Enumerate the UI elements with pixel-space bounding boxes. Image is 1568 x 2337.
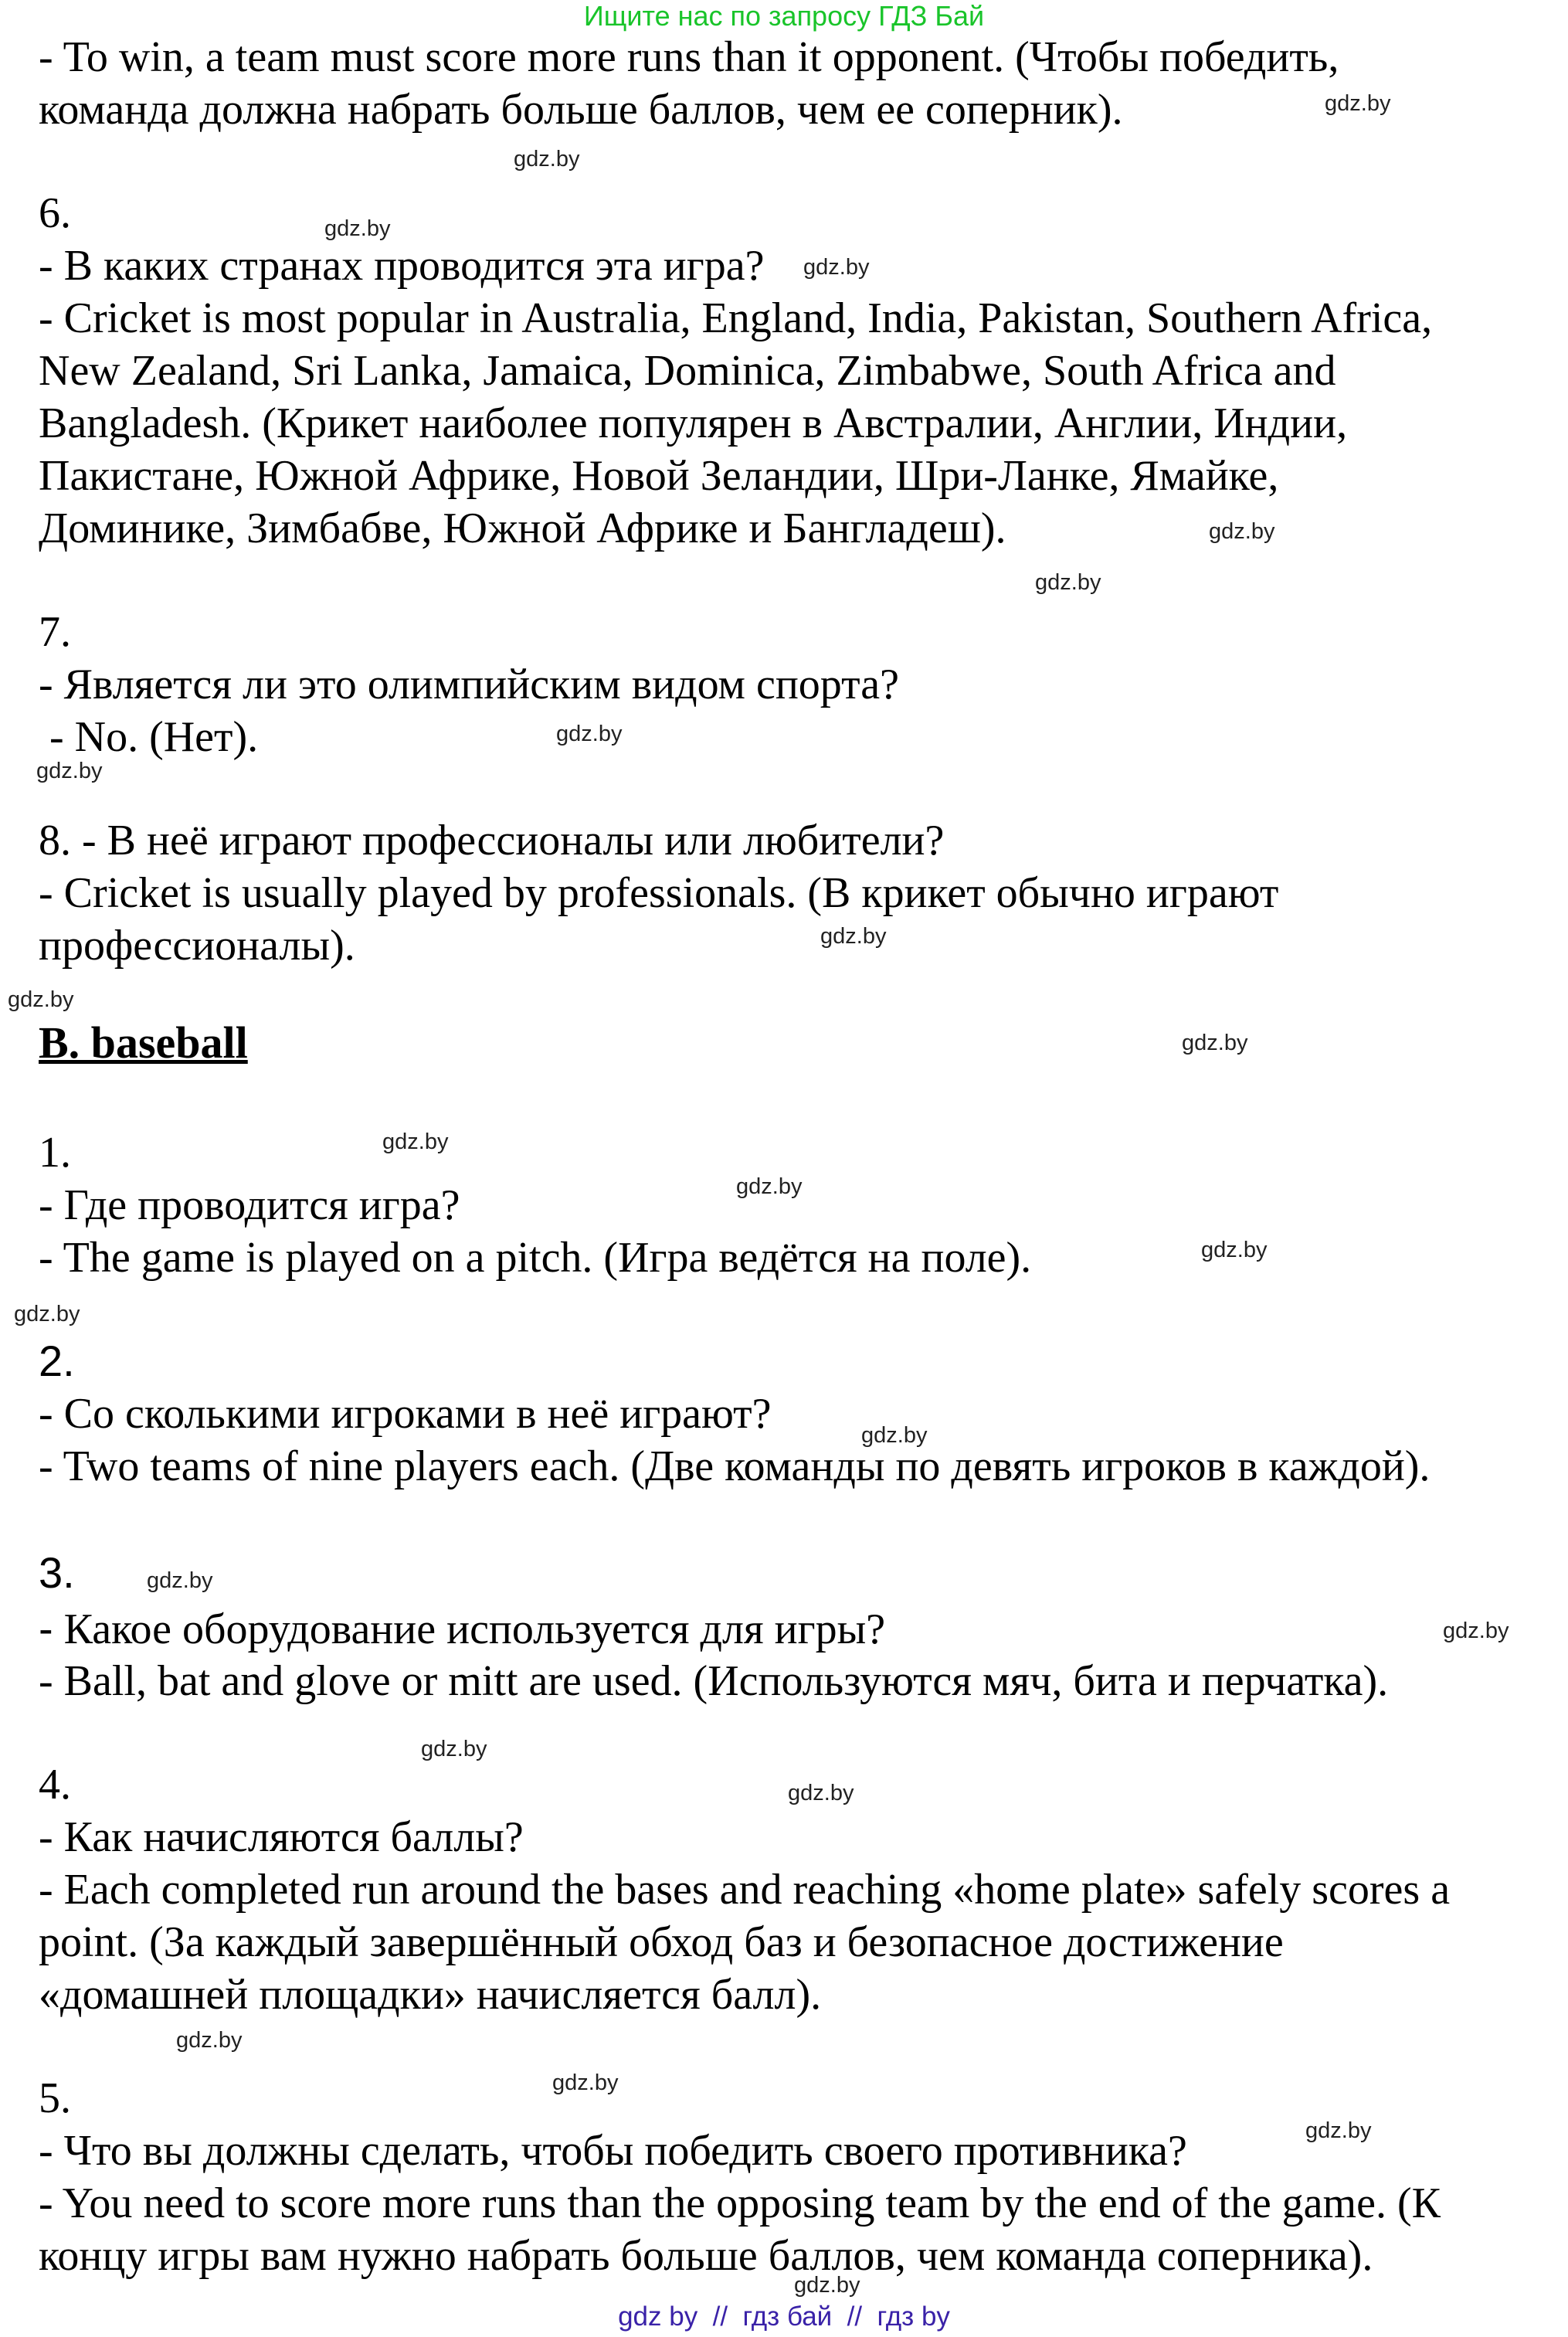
watermark: gdz.by xyxy=(803,255,870,280)
watermark: gdz.by xyxy=(514,147,580,172)
footer-links[interactable]: gdz by // гдз бай // гдз by xyxy=(618,2301,950,2332)
cricket-q6-number: 6. xyxy=(39,189,71,237)
watermark: gdz.by xyxy=(176,2028,243,2053)
baseball-q1-number: 1. xyxy=(39,1129,71,1177)
watermark: gdz.by xyxy=(556,722,623,746)
watermark: gdz.by xyxy=(421,1737,487,1761)
watermark: gdz.by xyxy=(736,1174,803,1199)
watermark: gdz.by xyxy=(552,2070,619,2095)
watermark: gdz.by xyxy=(147,1568,213,1593)
cricket-q6-answer-line-1: - Cricket is most popular in Australia, England, India, Pakistan, Southern Africa, xyxy=(39,294,1433,342)
cricket-q8-question: 8. - В неё играют профессионалы или любители? xyxy=(39,817,945,864)
baseball-q2-number: 2. xyxy=(39,1337,75,1385)
baseball-q4-number: 4. xyxy=(39,1761,71,1809)
watermark: gdz.by xyxy=(1035,570,1101,595)
watermark: gdz.by xyxy=(324,216,391,241)
baseball-q5-number: 5. xyxy=(39,2074,71,2122)
baseball-q3-question xyxy=(39,1602,885,1656)
cricket-q6-answer-line-3: Bangladesh. (Крикет наиболее популярен в Австралии, Англии, Индии, xyxy=(39,399,1348,447)
watermark: gdz.by xyxy=(1182,1031,1248,1055)
cricket-q5-answer-line-2: команда должна набрать больше баллов, чем ее соперник). xyxy=(39,86,1123,134)
cricket-q6-question: - В каких странах проводится эта игра? xyxy=(39,242,765,290)
cricket-q7-question: - Является ли это олимпийским видом спорта? xyxy=(39,661,899,708)
baseball-q4-answer-line-1: - Each completed run around the bases and reaching «home plate» safely scores a xyxy=(39,1866,1451,1914)
watermark: gdz.by xyxy=(820,924,887,949)
watermark: gdz.by xyxy=(8,987,74,1012)
watermark: gdz.by xyxy=(788,1781,854,1805)
baseball-heading: B. baseball xyxy=(39,1017,248,1068)
watermark: gdz.by xyxy=(1325,91,1391,116)
baseball-q4-answer-line-2: point. (За каждый завершённый обход баз и безопасное достижение xyxy=(39,1918,1284,1966)
baseball-q2-question: - Со сколькими игроками в неё играют? xyxy=(39,1390,772,1438)
watermark: gdz.by xyxy=(14,1302,80,1326)
baseball-q5-question: - Что вы должны сделать, чтобы победить своего противника? xyxy=(39,2127,1187,2175)
cricket-q6-answer-line-5: Доминике, Зимбабве, Южной Африке и Бангладеш). xyxy=(39,504,1006,552)
watermark: gdz.by xyxy=(1201,1238,1268,1262)
watermark: gdz.by xyxy=(1305,2118,1372,2143)
cricket-q6-answer-line-2: New Zealand, Sri Lanka, Jamaica, Dominica, Zimbabwe, South Africa and xyxy=(39,347,1336,395)
cricket-q8-answer-line-2: профессионалы). xyxy=(39,922,355,970)
baseball-q4-answer-line-3: «домашней площадки» начисляется балл). xyxy=(39,1971,822,2019)
baseball-q3-number: 3. xyxy=(39,1548,75,1597)
watermark: gdz.by xyxy=(861,1423,928,1448)
cricket-q6-answer-line-4: Пакистане, Южной Африке, Новой Зеландии, Шри-Ланке, Ямайке, xyxy=(39,452,1279,500)
baseball-q1-answer: - The game is played on a pitch. (Игра ведётся на поле). xyxy=(39,1234,1032,1282)
baseball-q5-answer-line-2: концу игры вам нужно набрать больше баллов, чем команда соперника). xyxy=(39,2232,1373,2280)
baseball-q3-question-text: Какое оборудование используется для игры? xyxy=(53,1605,886,1653)
watermark: gdz.by xyxy=(382,1129,449,1154)
watermark: gdz.by xyxy=(1209,519,1275,544)
header-search-link[interactable]: Ищите нас по запросу ГДЗ Бай xyxy=(583,0,985,32)
cricket-q7-number: 7. xyxy=(39,608,71,656)
baseball-q1-question: - Где проводится игра? xyxy=(39,1181,460,1229)
baseball-q4-question: - Как начисляются баллы? xyxy=(39,1813,524,1861)
cricket-q7-answer: - No. (Нет). xyxy=(39,713,259,761)
baseball-q5-answer-line-1: - You need to score more runs than the opposing team by the end of the game. (К xyxy=(39,2179,1441,2227)
watermark: gdz.by xyxy=(794,2273,860,2298)
cricket-q5-answer-line-1: - To win, a team must score more runs than it opponent. (Чтобы победить, xyxy=(39,33,1339,81)
watermark: gdz.by xyxy=(36,759,103,783)
baseball-q3-answer: - Ball, bat and glove or mitt are used. (Используются мяч, бита и перчатка). xyxy=(39,1657,1389,1705)
baseball-q2-answer: - Two teams of nine players each. (Две команды по девять игроков в каждой). xyxy=(39,1442,1431,1490)
watermark: gdz.by xyxy=(1443,1619,1509,1643)
cricket-q8-answer-line-1: - Cricket is usually played by professionals. (В крикет обычно играют xyxy=(39,869,1279,917)
baseball-q3-dash: - xyxy=(39,1604,53,1653)
